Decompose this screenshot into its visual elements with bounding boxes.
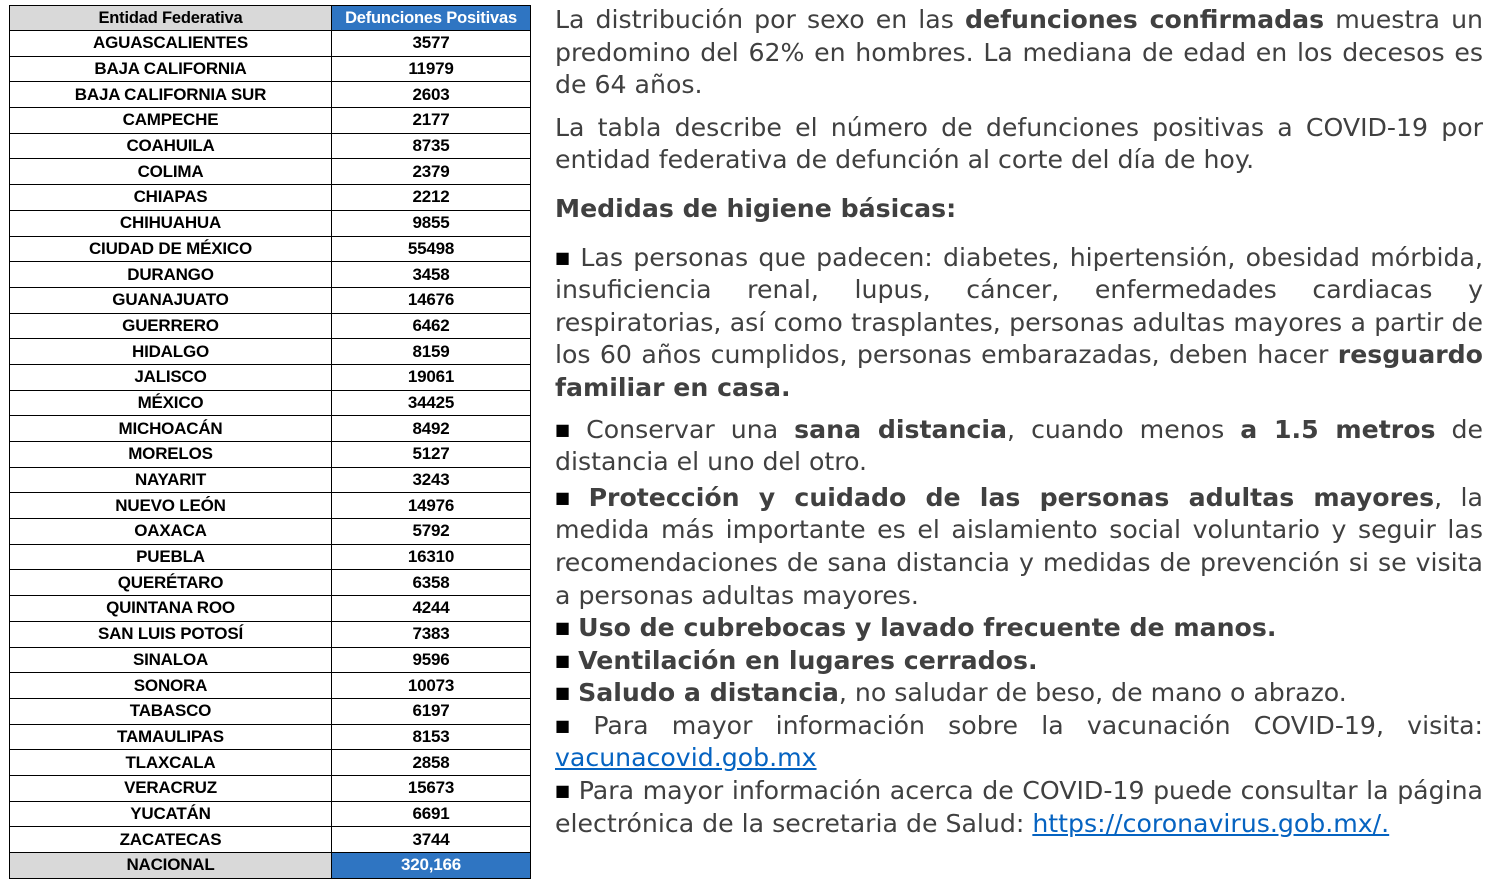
header-defunciones: Defunciones Positivas [332, 6, 531, 31]
deaths-value-cell: 3577 [332, 31, 531, 57]
deaths-value-cell: 3243 [332, 467, 531, 493]
state-name-cell: TABASCO [10, 698, 332, 724]
deaths-value-cell: 55498 [332, 236, 531, 262]
b2-text-a: Conservar una [586, 414, 795, 444]
bullet-square-icon: ■ [555, 781, 571, 801]
state-name-cell: ZACATECAS [10, 827, 332, 853]
table-row [10, 467, 531, 493]
deaths-value-cell: 10073 [332, 673, 531, 699]
deaths-value-cell: 2379 [332, 159, 531, 185]
b1-text: Las personas que padecen: diabetes, hipertensión, obesidad mórbida, insuficiencia renal, lupus, cáncer, enfermedades cardiacas y respiratorias, así como trasplantes, personas adultas mayores a partir de los 60 años cumplidos, personas embarazadas, deben hacer [555, 242, 1483, 370]
table-row [10, 750, 531, 776]
deaths-value-cell: 6462 [332, 313, 531, 339]
state-name-cell: SINALOA [10, 647, 332, 673]
table-row [10, 827, 531, 853]
b3-text: , la medida más importante es el aislamiento social voluntario y seguir las recomendaciones de sana distancia y medidas de prevención si se visita a personas adultas mayores. [555, 482, 1483, 610]
state-name-cell: CAMPECHE [10, 108, 332, 134]
table-row [10, 493, 531, 519]
deaths-value-cell: 6197 [332, 698, 531, 724]
table-row [10, 519, 531, 545]
deaths-value-cell: 9855 [332, 210, 531, 236]
deaths-value-cell: 19061 [332, 364, 531, 390]
total-value: 320,166 [332, 853, 531, 879]
state-name-cell: COAHUILA [10, 133, 332, 159]
table-row [10, 647, 531, 673]
table-row [10, 364, 531, 390]
state-name-cell: HIDALGO [10, 339, 332, 365]
bullet-saludo [555, 677, 1483, 710]
table-body [10, 31, 531, 853]
deaths-value-cell: 6358 [332, 570, 531, 596]
state-name-cell: GUERRERO [10, 313, 332, 339]
bullet-square-icon: ■ [555, 247, 573, 267]
deaths-value-cell: 8153 [332, 724, 531, 750]
bullet-adultos-mayores [555, 482, 1483, 612]
b6-bold: Saludo a distancia [578, 678, 839, 708]
state-name-cell: PUEBLA [10, 544, 332, 570]
state-name-cell: MICHOACÁN [10, 416, 332, 442]
bullet-cubrebocas [555, 612, 1483, 645]
table-row [10, 56, 531, 82]
b1-bold: resguardo familiar en casa. [555, 340, 1483, 402]
deaths-value-cell: 3744 [332, 827, 531, 853]
b2-text-c: , cuando menos [1007, 414, 1241, 444]
bullet-square-icon: ■ [555, 650, 571, 670]
table-row [10, 698, 531, 724]
state-name-cell: COLIMA [10, 159, 332, 185]
header-entidad: Entidad Federativa [10, 6, 332, 31]
paragraph-sex-distribution [555, 4, 1483, 102]
state-name-cell: QUERÉTARO [10, 570, 332, 596]
deaths-value-cell: 14976 [332, 493, 531, 519]
state-name-cell: VERACRUZ [10, 775, 332, 801]
state-name-cell: DURANGO [10, 262, 332, 288]
table-row [10, 287, 531, 313]
table-row [10, 775, 531, 801]
b6-text: , no saludar de beso, de mano o abrazo. [838, 678, 1347, 708]
table-total-row [10, 853, 531, 879]
deaths-value-cell: 6691 [332, 801, 531, 827]
deaths-value-cell: 5792 [332, 519, 531, 545]
deaths-value-cell: 9596 [332, 647, 531, 673]
table-row [10, 133, 531, 159]
vacunacovid-link[interactable]: vacunacovid.gob.mx [555, 743, 817, 773]
deaths-value-cell: 8735 [332, 133, 531, 159]
table-row [10, 544, 531, 570]
deaths-value-cell: 2858 [332, 750, 531, 776]
state-name-cell: YUCATÁN [10, 801, 332, 827]
total-label: NACIONAL [10, 853, 332, 879]
table-row [10, 262, 531, 288]
deaths-value-cell: 2177 [332, 108, 531, 134]
bullet-risk-groups [555, 242, 1483, 405]
state-name-cell: TAMAULIPAS [10, 724, 332, 750]
deaths-value-cell: 11979 [332, 56, 531, 82]
state-name-cell: CHIHUAHUA [10, 210, 332, 236]
bullet-vacunacion [555, 710, 1483, 775]
state-name-cell: NAYARIT [10, 467, 332, 493]
table-row [10, 570, 531, 596]
table-row [10, 673, 531, 699]
b8-text: Para mayor información acerca de COVID-19 puede consultar la página electrónica de la secretaria de Salud: [555, 776, 1483, 838]
table-row [10, 108, 531, 134]
table-row [10, 801, 531, 827]
b4-bold: Uso de cubrebocas y lavado frecuente de manos. [578, 613, 1277, 643]
deaths-value-cell: 14676 [332, 287, 531, 313]
deaths-value-cell: 7383 [332, 621, 531, 647]
bullet-square-icon: ■ [555, 715, 586, 735]
p1-text-c: muestra un predomino del 62% en hombres. La mediana de edad en los decesos es de 64 años. [555, 5, 1483, 100]
p1-text-a: La distribución por sexo en las [555, 5, 965, 34]
state-name-cell: CHIAPAS [10, 185, 332, 211]
state-name-cell: CIUDAD DE MÉXICO [10, 236, 332, 262]
state-name-cell: GUANAJUATO [10, 287, 332, 313]
state-name-cell: JALISCO [10, 364, 332, 390]
deaths-value-cell: 15673 [332, 775, 531, 801]
table-row [10, 596, 531, 622]
hygiene-heading: Medidas de higiene básicas: [555, 193, 957, 223]
state-name-cell: QUINTANA ROO [10, 596, 332, 622]
deaths-value-cell: 4244 [332, 596, 531, 622]
deaths-value-cell: 16310 [332, 544, 531, 570]
state-name-cell: OAXACA [10, 519, 332, 545]
deaths-value-cell: 8159 [332, 339, 531, 365]
table-row [10, 339, 531, 365]
table-row [10, 621, 531, 647]
table-row [10, 313, 531, 339]
bullet-square-icon: ■ [555, 618, 571, 638]
deaths-value-cell: 8492 [332, 416, 531, 442]
table-row [10, 236, 531, 262]
coronavirus-link[interactable]: https://coronavirus.gob.mx/. [1032, 808, 1390, 838]
text-column [555, 4, 1483, 840]
deaths-value-cell: 3458 [332, 262, 531, 288]
table-row [10, 31, 531, 57]
deaths-value-cell: 5127 [332, 442, 531, 468]
state-name-cell: BAJA CALIFORNIA [10, 56, 332, 82]
deaths-value-cell: 2212 [332, 185, 531, 211]
state-name-cell: TLAXCALA [10, 750, 332, 776]
table-row [10, 390, 531, 416]
deaths-value-cell: 34425 [332, 390, 531, 416]
b7-text: Para mayor información sobre la vacunación COVID-19, visita: [593, 710, 1483, 740]
bullet-square-icon: ■ [555, 487, 581, 507]
state-name-cell: SAN LUIS POTOSÍ [10, 621, 332, 647]
state-name-cell: SONORA [10, 673, 332, 699]
table-row [10, 185, 531, 211]
table-row [10, 416, 531, 442]
state-name-cell: MORELOS [10, 442, 332, 468]
b2-text-e: de distancia el uno del otro. [555, 414, 1483, 477]
table-row [10, 724, 531, 750]
bullet-sana-distancia [555, 414, 1483, 479]
table-row [10, 159, 531, 185]
b5-bold: Ventilación en lugares cerrados. [578, 645, 1038, 675]
bullet-square-icon: ■ [555, 419, 579, 439]
table-row [10, 210, 531, 236]
table-row [10, 82, 531, 108]
state-name-cell: MÉXICO [10, 390, 332, 416]
b3-bold: Protección y cuidado de las personas adultas mayores [588, 482, 1435, 512]
table-row [10, 442, 531, 468]
b2-bold-d: a 1.5 metros [1240, 414, 1436, 444]
deaths-value-cell: 2603 [332, 82, 531, 108]
bullet-ventilacion [555, 645, 1483, 678]
paragraph-table-description: La tabla describe el número de defunciones positivas a COVID-19 por entidad federativa de defunción al corte del día de hoy. [555, 112, 1483, 175]
b2-bold-b: sana distancia [794, 414, 1008, 444]
p1-bold: defunciones confirmadas [964, 5, 1325, 34]
state-name-cell: NUEVO LEÓN [10, 493, 332, 519]
bullet-coronavirus [555, 775, 1483, 840]
deaths-by-state-table [9, 5, 531, 879]
bullet-square-icon: ■ [555, 683, 571, 703]
state-name-cell: BAJA CALIFORNIA SUR [10, 82, 332, 108]
state-name-cell: AGUASCALIENTES [10, 31, 332, 57]
table-header-row [10, 6, 531, 31]
